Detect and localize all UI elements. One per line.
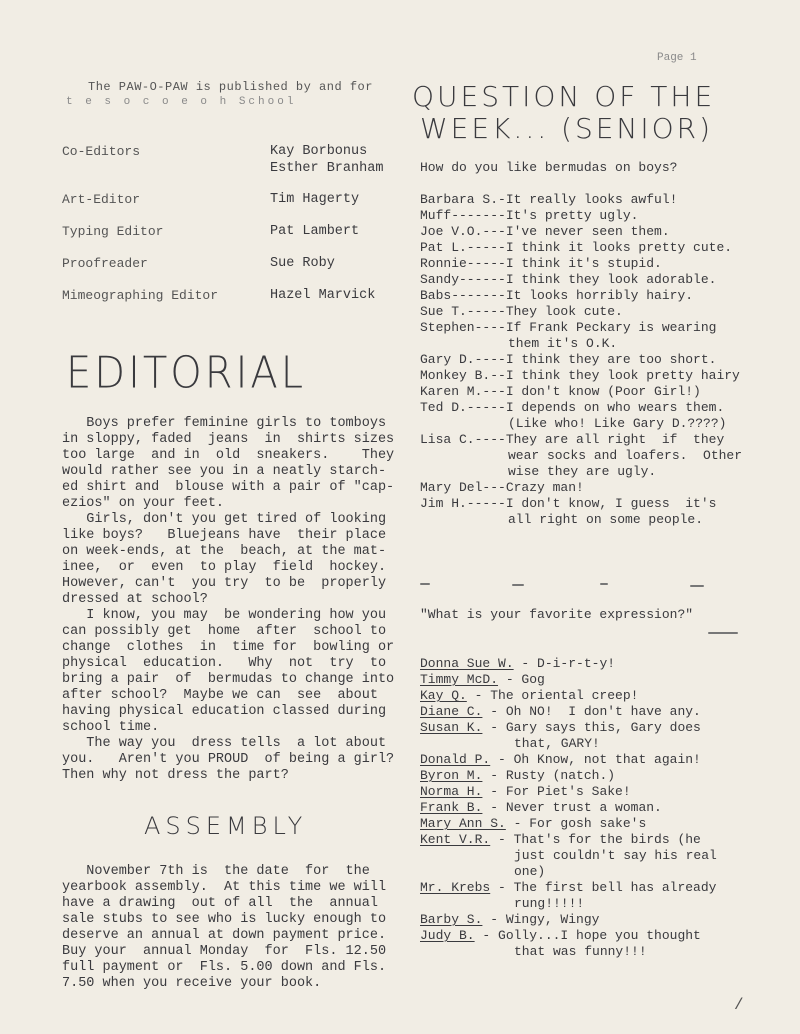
assembly-line: have a drawing out of all the annual bbox=[62, 896, 378, 911]
expression-name: Mr. Krebs bbox=[420, 880, 491, 895]
editorial-line: change clothes in time for bowling or bbox=[62, 640, 395, 655]
assembly-line: yearbook assembly. At this time we will bbox=[62, 880, 387, 895]
expression-text: - D-i-r-t-y! bbox=[513, 656, 616, 671]
expression-text: - Never trust a woman. bbox=[482, 800, 662, 815]
answer-line: Babs-------It looks horribly hairy. bbox=[420, 288, 694, 303]
assembly-line: sale stubs to see who is lucky enough to bbox=[62, 912, 387, 927]
expression-name: Timmy McD. bbox=[420, 672, 499, 687]
answer-line: Sue T.-----They look cute. bbox=[420, 304, 623, 319]
staff-role: Proofreader bbox=[62, 256, 148, 271]
assembly-heading: ASSEMBLY bbox=[144, 812, 308, 840]
editorial-line: Then why not dress the part? bbox=[62, 768, 289, 783]
question-of-week: How do you like bermudas on boys? bbox=[420, 160, 678, 175]
editorial-line: Boys prefer feminine girls to tomboys bbox=[62, 416, 387, 431]
assembly-line: Buy your annual Monday for Fls. 12.50 bbox=[62, 944, 387, 959]
expression-name: Kent V.R. bbox=[420, 832, 491, 847]
editorial-line: ezios" on your feet. bbox=[62, 496, 225, 511]
expression-row bbox=[420, 704, 780, 720]
assembly-line: November 7th is the date for the bbox=[62, 864, 370, 879]
answer-line: Ronnie-----I think it's stupid. bbox=[420, 256, 662, 271]
expression-row bbox=[420, 656, 780, 672]
masthead-line1: The PAW-O-PAW is published by and for bbox=[88, 80, 373, 94]
expression-row bbox=[420, 832, 780, 848]
answer-continuation: (Like who! Like Gary D.????) bbox=[508, 416, 727, 431]
editorial-line: The way you dress tells a lot about bbox=[62, 736, 387, 751]
expression-name: Susan K. bbox=[420, 720, 483, 735]
expression-name: Mary Ann S. bbox=[420, 816, 506, 831]
assembly-line: 7.50 when you receive your book. bbox=[62, 976, 322, 991]
expression-continuation: one) bbox=[514, 864, 546, 879]
answer-line: Jim H.-----I don't know, I guess it's bbox=[420, 496, 717, 511]
expression-name: Norma H. bbox=[420, 784, 483, 799]
expression-row bbox=[420, 880, 780, 896]
expression-text: - Rusty (natch.) bbox=[482, 768, 616, 783]
answer-line: Ted D.-----I depends on who wears them. bbox=[420, 400, 725, 415]
editorial-line: having physical education classed during bbox=[62, 704, 387, 719]
expression-text: - The first bell has already bbox=[490, 880, 717, 895]
expression-name: Kay Q. bbox=[420, 688, 467, 703]
editorial-line: inee, or even to play field hockey. bbox=[62, 560, 387, 575]
expression-text: - Wingy, Wingy bbox=[482, 912, 600, 927]
expression-continuation: that, GARY! bbox=[514, 736, 600, 751]
editorial-line: However, can't you try to be properly bbox=[62, 576, 387, 591]
expression-text: - The oriental creep! bbox=[466, 688, 639, 703]
editorial-heading: EDITORIAL bbox=[66, 348, 307, 399]
answer-line: Muff-------It's pretty ugly. bbox=[420, 208, 639, 223]
editorial-line: after school? Maybe we can see about bbox=[62, 688, 378, 703]
editorial-line: dressed at school? bbox=[62, 592, 208, 607]
assembly-line: full payment or Fls. 5.00 down and Fls. bbox=[62, 960, 387, 975]
answer-line: Sandy------I think they look adorable. bbox=[420, 272, 717, 287]
editorial-line: in sloppy, faded jeans in shirts sizes bbox=[62, 432, 395, 447]
staff-role: Typing Editor bbox=[62, 224, 164, 239]
expression-text: - For gosh sake's bbox=[505, 816, 647, 831]
expression-text: - For Piet's Sake! bbox=[482, 784, 631, 799]
answer-line: Joe V.O.---I've never seen them. bbox=[420, 224, 670, 239]
expression-row bbox=[420, 912, 780, 928]
expression-name: Barby S. bbox=[420, 912, 483, 927]
expression-row bbox=[420, 784, 780, 800]
expression-row bbox=[420, 720, 780, 736]
expression-text: - Golly...I hope you thought bbox=[474, 928, 701, 943]
expression-row bbox=[420, 752, 780, 768]
editorial-line: like boys? Bluejeans have their place bbox=[62, 528, 387, 543]
editorial-line: school time. bbox=[62, 720, 160, 735]
question-heading-line1: QUESTION OF THE bbox=[412, 80, 716, 113]
answer-line: Mary Del---Crazy man! bbox=[420, 480, 584, 495]
answer-continuation: them it's O.K. bbox=[508, 336, 618, 351]
answer-continuation: all right on some people. bbox=[508, 512, 704, 527]
staff-role: Mimeographing Editor bbox=[62, 288, 219, 303]
expression-row bbox=[420, 816, 780, 832]
editorial-line: you. Aren't you PROUD of being a girl? bbox=[62, 752, 395, 767]
ink-speck bbox=[420, 583, 430, 585]
answer-line: Stephen----If Frank Peckary is wearing bbox=[420, 320, 717, 335]
staff-name: Esther Branham bbox=[270, 161, 384, 176]
editorial-line: I know, you may be wondering how you bbox=[62, 608, 387, 623]
expression-text: - That's for the birds (he bbox=[490, 832, 701, 847]
expression-text: - Oh NO! I don't have any. bbox=[482, 704, 701, 719]
answer-continuation: wise they are ugly. bbox=[508, 464, 657, 479]
expression-name: Byron M. bbox=[420, 768, 483, 783]
answer-continuation: wear socks and loafers. Other bbox=[508, 448, 743, 463]
assembly-line: deserve an annual at down payment price. bbox=[62, 928, 387, 943]
question-heading-line2: WEEK... (SENIOR) bbox=[420, 112, 714, 145]
corner-mark: / bbox=[734, 996, 744, 1014]
expression-name: Frank B. bbox=[420, 800, 483, 815]
masthead-line2: t e s o c o e o h School bbox=[66, 96, 297, 108]
expressions-list bbox=[420, 656, 780, 960]
editorial-line: on week-ends, at the beach, at the mat- bbox=[62, 544, 387, 559]
expression-continuation: just couldn't say his real bbox=[514, 848, 717, 863]
editorial-line: ed shirt and blouse with a pair of "cap- bbox=[62, 480, 395, 495]
ink-speck bbox=[690, 585, 704, 587]
staff-role: Art-Editor bbox=[62, 192, 141, 207]
expression-row bbox=[420, 800, 780, 816]
expression-name: Judy B. bbox=[420, 928, 475, 943]
editorial-line: bring a pair of bermudas to change into bbox=[62, 672, 395, 687]
answer-line: Lisa C.----They are all right if they bbox=[420, 432, 725, 447]
staff-name: Kay Borbonus bbox=[270, 144, 368, 159]
expression-name: Donna Sue W. bbox=[420, 656, 514, 671]
expression-continuation: rung!!!!! bbox=[514, 896, 585, 911]
ink-speck bbox=[600, 583, 608, 585]
answer-line: Monkey B.--I think they look pretty hairy bbox=[420, 368, 740, 383]
expression-row bbox=[420, 768, 780, 784]
staff-name: Sue Roby bbox=[270, 256, 335, 271]
staff-name: Pat Lambert bbox=[270, 224, 360, 239]
expression-name: Donald P. bbox=[420, 752, 491, 767]
ink-speck bbox=[708, 632, 738, 634]
editorial-line: can possibly get home after school to bbox=[62, 624, 387, 639]
staff-name: Tim Hagerty bbox=[270, 192, 360, 207]
expression-row bbox=[420, 928, 780, 944]
answer-line: Barbara S.-It really looks awful! bbox=[420, 192, 678, 207]
answer-line: Gary D.----I think they are too short. bbox=[420, 352, 717, 367]
answer-line: Karen M.---I don't know (Poor Girl!) bbox=[420, 384, 701, 399]
expression-continuation: that was funny!!! bbox=[514, 944, 647, 959]
staff-name: Hazel Marvick bbox=[270, 288, 376, 303]
answer-line: Pat L.-----I think it looks pretty cute. bbox=[420, 240, 733, 255]
expression-name: Diane C. bbox=[420, 704, 483, 719]
editorial-body bbox=[62, 416, 395, 784]
expression-row bbox=[420, 672, 780, 688]
expressions-question: "What is your favorite expression?" bbox=[420, 607, 694, 622]
editorial-line: physical education. Why not try to bbox=[62, 656, 387, 671]
editorial-line: too large and in old sneakers. They bbox=[62, 448, 395, 463]
expression-text: - Gary says this, Gary does bbox=[482, 720, 701, 735]
expression-text: - Gog bbox=[498, 672, 545, 687]
assembly-body bbox=[62, 864, 387, 992]
page-number: Page 1 bbox=[657, 52, 697, 64]
answers-list bbox=[420, 192, 760, 528]
editorial-line: would rather see you in a neatly starch- bbox=[62, 464, 387, 479]
editorial-line: Girls, don't you get tired of looking bbox=[62, 512, 387, 527]
expression-row bbox=[420, 688, 780, 704]
staff-role: Co-Editors bbox=[62, 144, 141, 159]
expression-text: - Oh Know, not that again! bbox=[490, 752, 701, 767]
ink-speck bbox=[512, 584, 524, 586]
